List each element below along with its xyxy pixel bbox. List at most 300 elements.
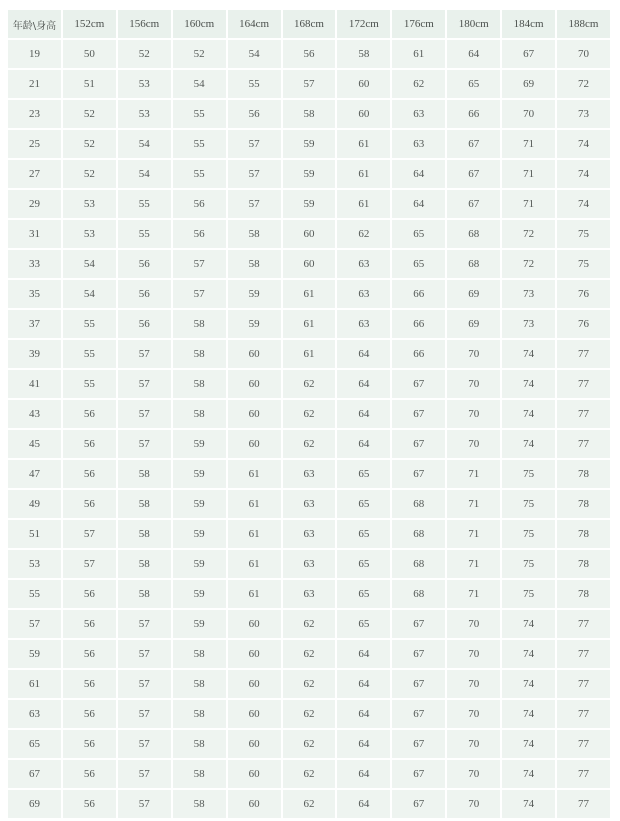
weight-cell: 56 xyxy=(63,580,116,608)
weight-cell: 75 xyxy=(502,550,555,578)
weight-cell: 64 xyxy=(337,430,390,458)
weight-cell: 67 xyxy=(392,370,445,398)
age-cell: 63 xyxy=(8,700,61,728)
weight-cell: 62 xyxy=(283,640,336,668)
weight-cell: 60 xyxy=(337,100,390,128)
weight-cell: 52 xyxy=(173,40,226,68)
weight-cell: 68 xyxy=(392,550,445,578)
weight-cell: 56 xyxy=(63,640,116,668)
weight-cell: 52 xyxy=(63,100,116,128)
age-cell: 25 xyxy=(8,130,61,158)
weight-cell: 60 xyxy=(228,370,281,398)
weight-cell: 66 xyxy=(392,340,445,368)
weight-cell: 59 xyxy=(173,430,226,458)
weight-cell: 60 xyxy=(228,400,281,428)
weight-cell: 58 xyxy=(173,340,226,368)
weight-cell: 57 xyxy=(63,520,116,548)
weight-cell: 53 xyxy=(118,70,171,98)
weight-cell: 75 xyxy=(502,520,555,548)
weight-cell: 62 xyxy=(283,790,336,818)
weight-cell: 57 xyxy=(118,370,171,398)
weight-cell: 74 xyxy=(502,790,555,818)
age-cell: 57 xyxy=(8,610,61,638)
weight-cell: 57 xyxy=(228,160,281,188)
weight-table-container xyxy=(6,8,612,821)
table-row xyxy=(8,580,610,608)
weight-cell: 70 xyxy=(447,730,500,758)
weight-cell: 67 xyxy=(392,460,445,488)
weight-cell: 68 xyxy=(447,220,500,248)
weight-cell: 52 xyxy=(118,40,171,68)
weight-cell: 59 xyxy=(173,520,226,548)
weight-cell: 58 xyxy=(118,580,171,608)
weight-cell: 64 xyxy=(337,340,390,368)
table-row xyxy=(8,400,610,428)
table-row xyxy=(8,100,610,128)
weight-cell: 71 xyxy=(447,580,500,608)
weight-cell: 55 xyxy=(63,340,116,368)
weight-cell: 60 xyxy=(228,670,281,698)
weight-cell: 74 xyxy=(557,130,610,158)
weight-cell: 74 xyxy=(502,640,555,668)
table-row xyxy=(8,670,610,698)
weight-cell: 58 xyxy=(173,370,226,398)
weight-cell: 74 xyxy=(502,370,555,398)
weight-cell: 58 xyxy=(228,220,281,248)
weight-cell: 54 xyxy=(118,160,171,188)
table-row xyxy=(8,460,610,488)
weight-cell: 57 xyxy=(228,190,281,218)
weight-cell: 74 xyxy=(502,700,555,728)
weight-cell: 59 xyxy=(228,280,281,308)
weight-cell: 72 xyxy=(502,220,555,248)
weight-cell: 57 xyxy=(118,760,171,788)
weight-cell: 56 xyxy=(63,400,116,428)
weight-cell: 63 xyxy=(392,130,445,158)
table-row xyxy=(8,250,610,278)
age-cell: 49 xyxy=(8,490,61,518)
weight-cell: 62 xyxy=(283,430,336,458)
age-cell: 45 xyxy=(8,430,61,458)
weight-cell: 59 xyxy=(283,190,336,218)
weight-cell: 59 xyxy=(173,580,226,608)
weight-cell: 64 xyxy=(337,790,390,818)
age-cell: 19 xyxy=(8,40,61,68)
age-cell: 23 xyxy=(8,100,61,128)
weight-cell: 73 xyxy=(502,280,555,308)
table-row xyxy=(8,430,610,458)
weight-cell: 67 xyxy=(392,730,445,758)
weight-cell: 56 xyxy=(118,310,171,338)
weight-cell: 64 xyxy=(447,40,500,68)
weight-cell: 56 xyxy=(63,730,116,758)
weight-cell: 77 xyxy=(557,640,610,668)
weight-cell: 70 xyxy=(447,370,500,398)
weight-cell: 64 xyxy=(337,640,390,668)
weight-cell: 63 xyxy=(392,100,445,128)
weight-cell: 54 xyxy=(63,250,116,278)
weight-cell: 54 xyxy=(173,70,226,98)
weight-cell: 67 xyxy=(447,160,500,188)
weight-cell: 70 xyxy=(447,340,500,368)
table-header xyxy=(8,10,610,38)
weight-cell: 59 xyxy=(173,550,226,578)
weight-cell: 58 xyxy=(173,640,226,668)
age-cell: 35 xyxy=(8,280,61,308)
weight-cell: 66 xyxy=(392,310,445,338)
header-corner-age-height: 年龄\身高 xyxy=(8,10,61,38)
weight-cell: 62 xyxy=(392,70,445,98)
header-height-4: 164cm xyxy=(228,10,281,38)
weight-cell: 58 xyxy=(118,550,171,578)
weight-cell: 65 xyxy=(337,520,390,548)
weight-cell: 61 xyxy=(228,460,281,488)
weight-cell: 56 xyxy=(63,460,116,488)
weight-cell: 56 xyxy=(63,430,116,458)
weight-cell: 67 xyxy=(392,430,445,458)
table-row xyxy=(8,280,610,308)
weight-cell: 58 xyxy=(337,40,390,68)
weight-cell: 67 xyxy=(392,610,445,638)
weight-cell: 56 xyxy=(118,280,171,308)
weight-cell: 55 xyxy=(63,370,116,398)
weight-cell: 77 xyxy=(557,700,610,728)
weight-cell: 55 xyxy=(173,160,226,188)
weight-cell: 57 xyxy=(118,340,171,368)
weight-cell: 70 xyxy=(557,40,610,68)
weight-cell: 57 xyxy=(118,700,171,728)
weight-cell: 59 xyxy=(173,610,226,638)
weight-cell: 70 xyxy=(447,760,500,788)
weight-cell: 62 xyxy=(283,670,336,698)
header-height-10: 188cm xyxy=(557,10,610,38)
weight-cell: 60 xyxy=(228,790,281,818)
weight-cell: 62 xyxy=(283,400,336,428)
age-cell: 27 xyxy=(8,160,61,188)
weight-cell: 69 xyxy=(447,280,500,308)
table-row xyxy=(8,520,610,548)
table-row xyxy=(8,40,610,68)
weight-cell: 62 xyxy=(283,610,336,638)
weight-cell: 69 xyxy=(502,70,555,98)
weight-cell: 77 xyxy=(557,610,610,638)
weight-cell: 64 xyxy=(392,190,445,218)
weight-cell: 53 xyxy=(118,100,171,128)
weight-cell: 77 xyxy=(557,340,610,368)
weight-cell: 62 xyxy=(283,730,336,758)
weight-cell: 61 xyxy=(228,550,281,578)
weight-cell: 61 xyxy=(228,490,281,518)
table-row xyxy=(8,130,610,158)
weight-cell: 74 xyxy=(502,610,555,638)
weight-cell: 60 xyxy=(337,70,390,98)
weight-cell: 78 xyxy=(557,520,610,548)
weight-cell: 74 xyxy=(502,340,555,368)
weight-cell: 78 xyxy=(557,580,610,608)
age-cell: 59 xyxy=(8,640,61,668)
weight-cell: 61 xyxy=(283,310,336,338)
weight-cell: 65 xyxy=(337,550,390,578)
weight-cell: 67 xyxy=(392,670,445,698)
age-cell: 65 xyxy=(8,730,61,758)
weight-cell: 71 xyxy=(502,160,555,188)
weight-cell: 54 xyxy=(63,280,116,308)
weight-cell: 64 xyxy=(337,670,390,698)
weight-cell: 61 xyxy=(283,340,336,368)
weight-cell: 64 xyxy=(337,760,390,788)
weight-cell: 75 xyxy=(502,460,555,488)
age-cell: 47 xyxy=(8,460,61,488)
weight-cell: 57 xyxy=(118,790,171,818)
weight-cell: 58 xyxy=(173,670,226,698)
weight-cell: 64 xyxy=(392,160,445,188)
weight-cell: 62 xyxy=(283,700,336,728)
table-row xyxy=(8,700,610,728)
weight-cell: 78 xyxy=(557,460,610,488)
weight-cell: 58 xyxy=(283,100,336,128)
weight-cell: 75 xyxy=(557,250,610,278)
weight-cell: 69 xyxy=(447,310,500,338)
weight-cell: 55 xyxy=(118,190,171,218)
weight-cell: 65 xyxy=(392,250,445,278)
age-cell: 21 xyxy=(8,70,61,98)
weight-cell: 63 xyxy=(283,520,336,548)
weight-cell: 56 xyxy=(63,610,116,638)
weight-cell: 54 xyxy=(228,40,281,68)
weight-cell: 74 xyxy=(502,400,555,428)
table-row xyxy=(8,160,610,188)
weight-cell: 57 xyxy=(173,280,226,308)
weight-cell: 63 xyxy=(337,250,390,278)
weight-cell: 71 xyxy=(502,130,555,158)
weight-cell: 65 xyxy=(337,580,390,608)
weight-cell: 76 xyxy=(557,280,610,308)
weight-cell: 71 xyxy=(447,490,500,518)
weight-cell: 57 xyxy=(118,640,171,668)
weight-cell: 75 xyxy=(502,490,555,518)
weight-cell: 68 xyxy=(392,580,445,608)
header-height-6: 172cm xyxy=(337,10,390,38)
weight-cell: 59 xyxy=(283,130,336,158)
weight-cell: 56 xyxy=(118,250,171,278)
weight-cell: 74 xyxy=(502,730,555,758)
table-row xyxy=(8,220,610,248)
age-cell: 29 xyxy=(8,190,61,218)
table-row xyxy=(8,760,610,788)
weight-cell: 56 xyxy=(173,190,226,218)
weight-cell: 56 xyxy=(173,220,226,248)
table-row xyxy=(8,340,610,368)
weight-cell: 72 xyxy=(557,70,610,98)
table-body xyxy=(8,40,610,818)
age-cell: 61 xyxy=(8,670,61,698)
weight-cell: 70 xyxy=(447,610,500,638)
weight-cell: 58 xyxy=(173,760,226,788)
weight-cell: 75 xyxy=(502,580,555,608)
weight-cell: 56 xyxy=(228,100,281,128)
weight-cell: 53 xyxy=(63,220,116,248)
table-row xyxy=(8,550,610,578)
weight-cell: 55 xyxy=(118,220,171,248)
weight-cell: 61 xyxy=(337,130,390,158)
weight-cell: 67 xyxy=(502,40,555,68)
weight-cell: 65 xyxy=(392,220,445,248)
weight-cell: 62 xyxy=(337,220,390,248)
weight-cell: 71 xyxy=(447,460,500,488)
weight-cell: 66 xyxy=(447,100,500,128)
weight-cell: 61 xyxy=(337,160,390,188)
table-row xyxy=(8,490,610,518)
weight-cell: 58 xyxy=(173,730,226,758)
weight-cell: 57 xyxy=(118,730,171,758)
weight-cell: 64 xyxy=(337,400,390,428)
weight-cell: 61 xyxy=(228,580,281,608)
header-height-5: 168cm xyxy=(283,10,336,38)
weight-cell: 58 xyxy=(118,460,171,488)
age-cell: 33 xyxy=(8,250,61,278)
table-row xyxy=(8,190,610,218)
weight-cell: 55 xyxy=(173,130,226,158)
weight-cell: 68 xyxy=(447,250,500,278)
weight-cell: 77 xyxy=(557,670,610,698)
weight-cell: 67 xyxy=(392,700,445,728)
header-height-9: 184cm xyxy=(502,10,555,38)
weight-cell: 74 xyxy=(502,760,555,788)
weight-cell: 63 xyxy=(337,280,390,308)
table-row xyxy=(8,640,610,668)
table-row xyxy=(8,370,610,398)
weight-cell: 67 xyxy=(392,640,445,668)
weight-cell: 60 xyxy=(228,700,281,728)
weight-cell: 70 xyxy=(502,100,555,128)
table-row xyxy=(8,310,610,338)
weight-cell: 67 xyxy=(447,190,500,218)
weight-cell: 56 xyxy=(63,790,116,818)
table-row xyxy=(8,70,610,98)
weight-cell: 57 xyxy=(118,670,171,698)
age-cell: 41 xyxy=(8,370,61,398)
table-row xyxy=(8,730,610,758)
weight-cell: 58 xyxy=(173,310,226,338)
weight-cell: 57 xyxy=(118,400,171,428)
weight-cell: 62 xyxy=(283,370,336,398)
weight-cell: 70 xyxy=(447,430,500,458)
weight-cell: 60 xyxy=(228,760,281,788)
weight-cell: 59 xyxy=(283,160,336,188)
weight-cell: 51 xyxy=(63,70,116,98)
weight-cell: 67 xyxy=(392,790,445,818)
table-row xyxy=(8,790,610,818)
weight-cell: 55 xyxy=(63,310,116,338)
age-cell: 37 xyxy=(8,310,61,338)
weight-cell: 74 xyxy=(502,430,555,458)
weight-cell: 58 xyxy=(118,520,171,548)
weight-cell: 65 xyxy=(337,610,390,638)
weight-cell: 57 xyxy=(118,610,171,638)
weight-cell: 77 xyxy=(557,370,610,398)
weight-cell: 73 xyxy=(502,310,555,338)
weight-cell: 61 xyxy=(283,280,336,308)
weight-cell: 68 xyxy=(392,490,445,518)
weight-cell: 56 xyxy=(283,40,336,68)
weight-cell: 54 xyxy=(118,130,171,158)
weight-cell: 60 xyxy=(283,250,336,278)
weight-cell: 70 xyxy=(447,700,500,728)
weight-cell: 61 xyxy=(392,40,445,68)
header-height-2: 156cm xyxy=(118,10,171,38)
header-height-8: 180cm xyxy=(447,10,500,38)
age-cell: 43 xyxy=(8,400,61,428)
weight-cell: 76 xyxy=(557,310,610,338)
weight-cell: 58 xyxy=(118,490,171,518)
weight-cell: 70 xyxy=(447,640,500,668)
weight-cell: 66 xyxy=(392,280,445,308)
weight-cell: 52 xyxy=(63,160,116,188)
weight-table xyxy=(6,8,612,820)
weight-cell: 61 xyxy=(337,190,390,218)
age-cell: 69 xyxy=(8,790,61,818)
weight-cell: 60 xyxy=(228,730,281,758)
weight-cell: 58 xyxy=(173,790,226,818)
weight-cell: 75 xyxy=(557,220,610,248)
weight-cell: 67 xyxy=(392,400,445,428)
weight-cell: 74 xyxy=(557,160,610,188)
header-height-7: 176cm xyxy=(392,10,445,38)
weight-cell: 53 xyxy=(63,190,116,218)
weight-cell: 65 xyxy=(447,70,500,98)
weight-cell: 63 xyxy=(283,490,336,518)
weight-cell: 77 xyxy=(557,760,610,788)
weight-cell: 74 xyxy=(502,670,555,698)
weight-cell: 67 xyxy=(447,130,500,158)
weight-cell: 52 xyxy=(63,130,116,158)
weight-cell: 59 xyxy=(173,460,226,488)
weight-cell: 67 xyxy=(392,760,445,788)
weight-cell: 50 xyxy=(63,40,116,68)
age-cell: 53 xyxy=(8,550,61,578)
weight-cell: 70 xyxy=(447,670,500,698)
age-cell: 67 xyxy=(8,760,61,788)
weight-cell: 64 xyxy=(337,730,390,758)
table-row xyxy=(8,610,610,638)
weight-cell: 63 xyxy=(283,460,336,488)
weight-cell: 70 xyxy=(447,400,500,428)
weight-cell: 78 xyxy=(557,550,610,578)
weight-cell: 56 xyxy=(63,760,116,788)
weight-cell: 57 xyxy=(228,130,281,158)
weight-cell: 74 xyxy=(557,190,610,218)
weight-cell: 77 xyxy=(557,730,610,758)
weight-cell: 58 xyxy=(173,700,226,728)
age-cell: 39 xyxy=(8,340,61,368)
weight-cell: 58 xyxy=(173,400,226,428)
weight-cell: 57 xyxy=(118,430,171,458)
weight-cell: 60 xyxy=(283,220,336,248)
weight-cell: 57 xyxy=(63,550,116,578)
weight-cell: 78 xyxy=(557,490,610,518)
weight-cell: 60 xyxy=(228,610,281,638)
weight-cell: 55 xyxy=(228,70,281,98)
weight-cell: 59 xyxy=(173,490,226,518)
header-height-1: 152cm xyxy=(63,10,116,38)
weight-cell: 77 xyxy=(557,430,610,458)
weight-cell: 77 xyxy=(557,400,610,428)
weight-cell: 71 xyxy=(447,550,500,578)
weight-cell: 58 xyxy=(228,250,281,278)
header-height-3: 160cm xyxy=(173,10,226,38)
weight-cell: 56 xyxy=(63,700,116,728)
weight-cell: 71 xyxy=(447,520,500,548)
